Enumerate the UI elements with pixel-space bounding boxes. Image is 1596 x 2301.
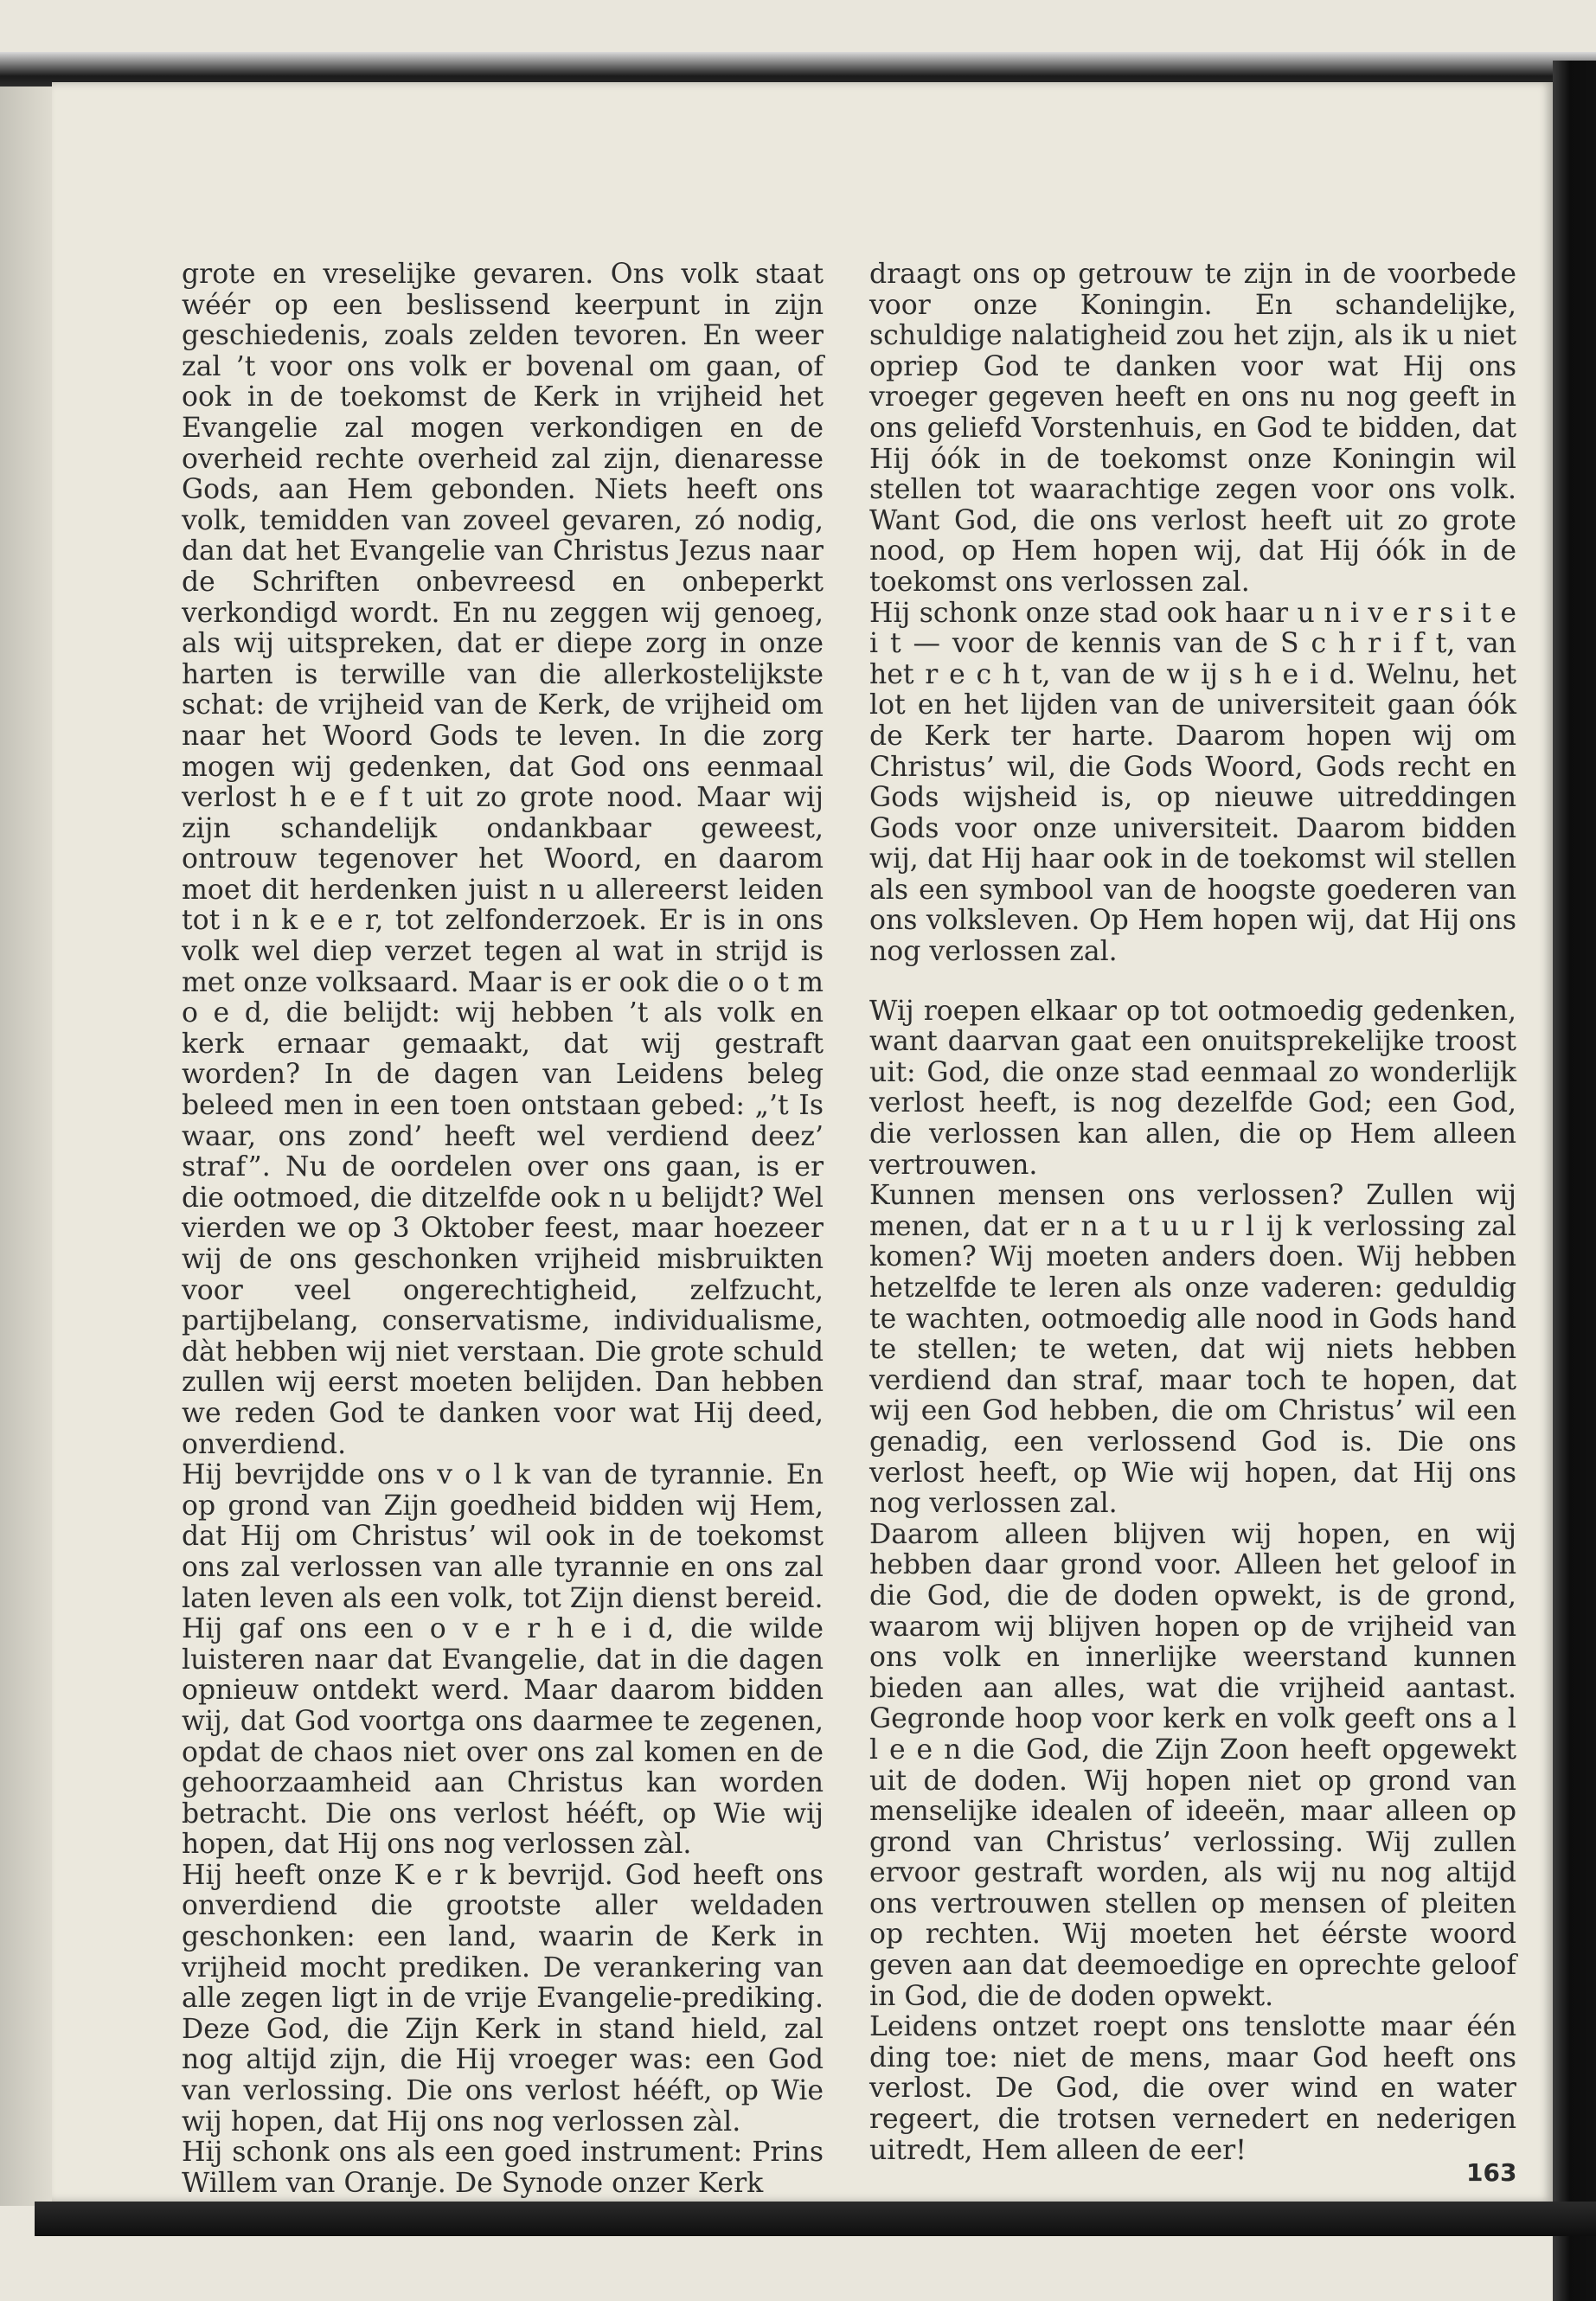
book-binding-top xyxy=(0,52,1596,87)
page-number: 163 xyxy=(1466,2158,1517,2187)
paragraph: Hij schonk ons als een goed instrument: Prins Willem van Oranje. De Synode onzer Kerk xyxy=(182,2137,824,2199)
paragraph: Kunnen mensen ons verlossen? Zullen wij menen, dat er n a t u u r l ij k verlossing zal komen? Wij moeten anders doen. Wij hebben hetzelfde te leren als onze vaderen: geduldig te wachten, ootmoedig alle nood in Gods hand te stellen; te weten, dat wij niets hebben verdiend dan straf, maar toch te hopen, dat wij een God hebben, die om Christus’ wil een genadig, een verlossend God is. Die ons verlost heeft, op Wie wij hopen, dat Hij ons nog verlossen zal. xyxy=(869,1180,1516,1520)
paragraph: Hij schonk onze stad ook haar u n i v e r s i t e i t — voor de kennis van de S c h r i f t, van het r e c h t, van de w ij s h e i d. Welnu, het lot en het lijden van de universiteit gaan óók de Kerk ter harte. Daarom hopen wij om Christus’ wil, die Gods Woord, Gods recht en Gods wijsheid is, op nieuwe uitreddingen Gods voor onze universiteit. Daarom bidden wij, dat Hij haar ook in de toekomst wil stellen als een symbool van de hoogste goederen van ons volksleven. Op Hem hopen wij, dat Hij ons nog verlossen zal. xyxy=(869,597,1516,968)
paragraph: Leidens ontzet roept ons tenslotte maar één ding toe: niet de mens, maar God heeft ons verlost. De God, die over wind en water regeert, die trotsen vernedert en nederigen uitredt, Hem alleen de eer! xyxy=(869,2011,1516,2166)
paragraph: grote en vreselijke gevaren. Ons volk staat wéér op een beslissend keerpunt in zijn geschiedenis, zoals zelden tevoren. En weer zal ’t voor ons volk er bovenal om gaan, of ook in de toekomst de Kerk in vrijheid het Evangelie zal mogen verkondigen en de overheid rechte overheid zal zijn, dienaresse Gods, aan Hem gebonden. Niets heeft ons volk, temidden van zoveel gevaren, zó nodig, dan dat het Evangelie van Christus Jezus naar de Schriften onbevreesd en onbeperkt verkondigd wordt. En nu zeggen wij genoeg, als wij uitspreken, dat er diepe zorg in onze harten is terwille van die allerkostelijkste schat: de vrijheid van de Kerk, de vrijheid om naar het Woord Gods te leven. In die zorg mogen wij gedenken, dat God ons eenmaal verlost h e e f t uit zo grote nood. Maar wij zijn schandelijk ondankbaar geweest, ontrouw tegenover het Woord, en daarom moet dit herdenken juist n u allereerst leiden tot i n k e e r, tot zelfonderzoek. Er is in ons volk wel diep verzet tegen al wat in strijd is met onze volksaard. Maar is er ook die o o t m o e d, die belijdt: wij hebben ’t als volk en kerk ernaar gemaakt, dat wij gestraft worden? In de dagen van Leidens beleg beleed men in een toen ontstaan gebed: „’t Is waar, ons zond’ heeft wel verdiend deez’ straf”. Nu de oordelen over ons gaan, is er die ootmoed, die ditzelfde ook n u belijdt? Wel vierden we op 3 Oktober feest, maar hoezeer wij de ons geschonken vrijheid misbruikten voor veel ongerechtigheid, zelfzucht, partijbelang, conservatisme, individualisme, dàt hebben wij niet verstaan. Die grote schuld zullen wij eerst moeten belijden. Dan hebben we reden God te danken voor wat Hij deed, onverdiend. xyxy=(182,259,824,1460)
book-page xyxy=(52,82,1553,2202)
book-binding-bottom xyxy=(35,2202,1596,2236)
paragraph: Wij roepen elkaar op tot ootmoedig gedenken, want daarvan gaat een onuitsprekelijke troost uit: God, die onze stad eenmaal zo wonderlijk verlost heeft, is nog dezelfde God; een God, die verlossen kan allen, die op Hem alleen vertrouwen. xyxy=(869,995,1516,1181)
paragraph: draagt ons op getrouw te zijn in de voorbede voor onze Koningin. En schandelijke, schuldige nalatigheid zou het zijn, als ik u niet opriep God te danken voor wat Hij ons vroeger gegeven heeft en ons nu nog geeft in ons geliefd Vorstenhuis, en God te bidden, dat Hij óók in de toekomst onze Koningin wil stellen tot waarachtige zegen voor ons volk. Want God, die ons verlost heeft uit zo grote nood, op Hem hopen wij, dat Hij óók in de toekomst ons verlossen zal. xyxy=(869,259,1516,598)
book-binding-right xyxy=(1553,61,1596,2301)
paragraph: Hij bevrijdde ons v o l k van de tyrannie. En op grond van Zijn goedheid bidden wij Hem, dat Hij om Christus’ wil ook in de toekomst ons zal verlossen van alle tyrannie en ons zal laten leven als een volk, tot Zijn dienst bereid. xyxy=(182,1459,824,1614)
text-column-right xyxy=(869,260,1516,2166)
paragraph: Hij gaf ons een o v e r h e i d, die wilde luisteren naar dat Evangelie, dat in die dagen opnieuw ontdekt werd. Maar daarom bidden wij, dat God voortga ons daarmee te zegenen, opdat de chaos niet over ons zal komen en de gehoorzaamheid aan Christus kan worden betracht. Die ons verlost hééft, op Wie wij hopen, dat Hij ons nog verlossen zàl. xyxy=(182,1613,824,1861)
paragraph: Daarom alleen blijven wij hopen, en wij hebben daar grond voor. Alleen het geloof in die God, die de doden opwekt, is de grond, waarom wij blijven hopen op de vrijheid van ons volk en innerlijke weerstand kunnen bieden aan alles, wat die vrijheid aantast. Gegronde hoop voor kerk en volk geeft ons a l l e e n die God, die Zijn Zoon heeft opgewekt uit de doden. Wij hopen niet op grond van menselijke idealen of ideeën, maar alleen op grond van Christus’ verlossing. Wij zullen ervoor gestraft worden, als wij nu nog altijd ons vertrouwen stellen op mensen of pleiten op rechten. Wij moeten het éérste woord geven aan dat deemoedige en oprechte geloof in God, die de doden opwekt. xyxy=(869,1518,1516,2012)
paragraph: Hij heeft onze K e r k bevrijd. God heeft ons onverdiend die grootste aller weldaden geschonken: een land, waarin de Kerk in vrijheid mocht prediken. De verankering van alle zegen ligt in de vrije Evangelie-prediking. Deze God, die Zijn Kerk in stand hield, zal nog altijd zijn, die Hij vroeger was: een God van verlossing. Die ons verlost hééft, op Wie wij hopen, dat Hij ons nog verlossen zàl. xyxy=(182,1859,824,2138)
text-column-left xyxy=(182,260,824,2199)
